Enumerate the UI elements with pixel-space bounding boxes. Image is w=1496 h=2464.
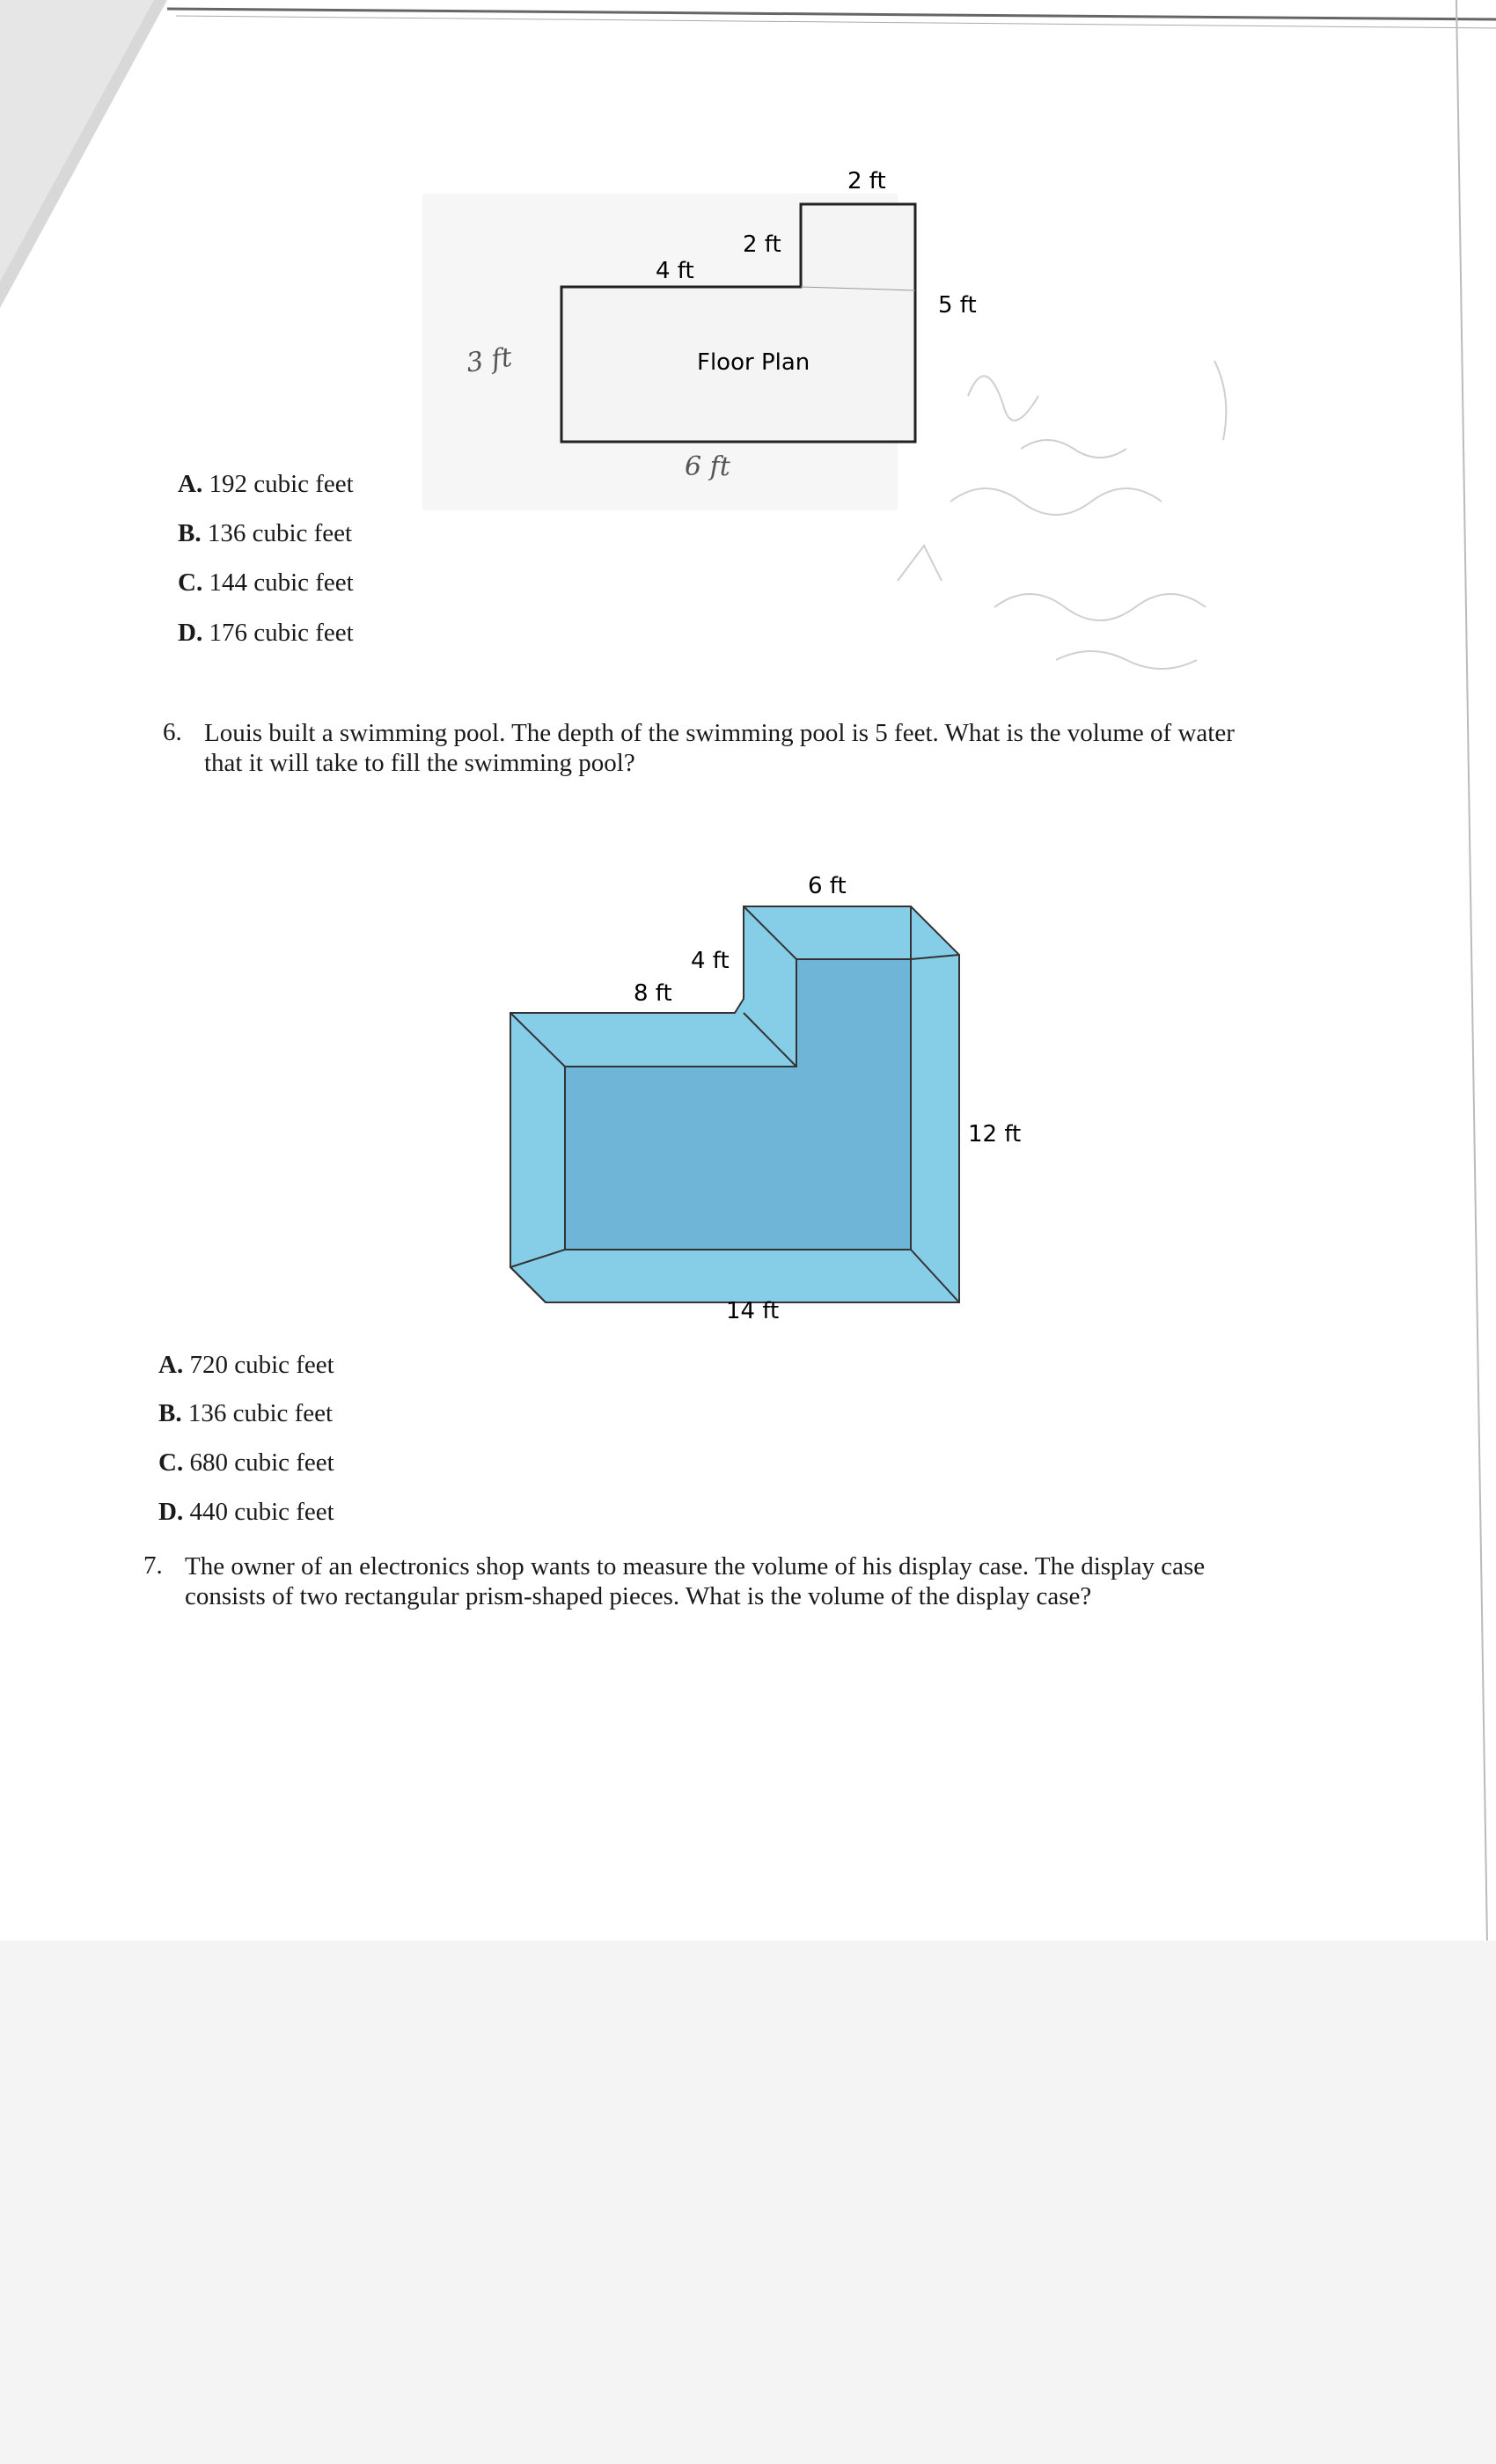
q6-line1: Louis built a swimming pool. The depth of the swimming pool is 5 feet. What is the volume of water [204,719,1235,747]
q7-number: 7. [143,1551,163,1580]
swimming-pool-figure [493,867,1056,1324]
q5-choice-c[interactable]: C. 144 cubic feet [178,568,354,597]
q6-choice-c[interactable]: C. 680 cubic feet [158,1448,334,1477]
pool-dim-left: 8 ft [634,980,672,1007]
q6-line2: that it will take to fill the swimming pool? [204,749,635,777]
q7-line1: The owner of an electronics shop wants to measure the volume of his display case. The display case [185,1552,1206,1580]
pool-dim-right: 12 ft [968,1121,1022,1148]
q6-choice-b[interactable]: B. 136 cubic feet [158,1399,334,1427]
dim-right-label: 5 ft [938,292,977,319]
q6-choice-d[interactable]: D. 440 cubic feet [158,1498,334,1526]
q5-choice-a[interactable]: A. 192 cubic feet [178,470,354,498]
pool-dim-top: 6 ft [808,873,847,899]
pool-dim-bottom: 14 ft [726,1298,780,1324]
handwritten-left-label: 3 ft [464,341,514,379]
dim-step-label: 2 ft [743,231,781,258]
q7-line2: consists of two rectangular prism-shaped pieces. What is the volume of the display case? [185,1582,1092,1610]
pool-water [565,959,911,1250]
q6-number: 6. [163,718,182,746]
handwritten-bottom-label: 6 ft [685,451,730,482]
q7-prompt [185,1551,1382,1611]
floor-plan-title: Floor Plan [697,349,810,376]
dim-left-top-label: 4 ft [656,258,694,284]
q6-choice-a[interactable]: A. 720 cubic feet [158,1351,334,1379]
dim-top-label: 2 ft [847,168,886,194]
q6-prompt [204,718,1383,778]
q5-choice-b[interactable]: B. 136 cubic feet [178,519,353,547]
q5-choice-d[interactable]: D. 176 cubic feet [178,619,354,647]
pool-dim-step: 4 ft [691,948,730,974]
scratch-work [792,317,1338,686]
